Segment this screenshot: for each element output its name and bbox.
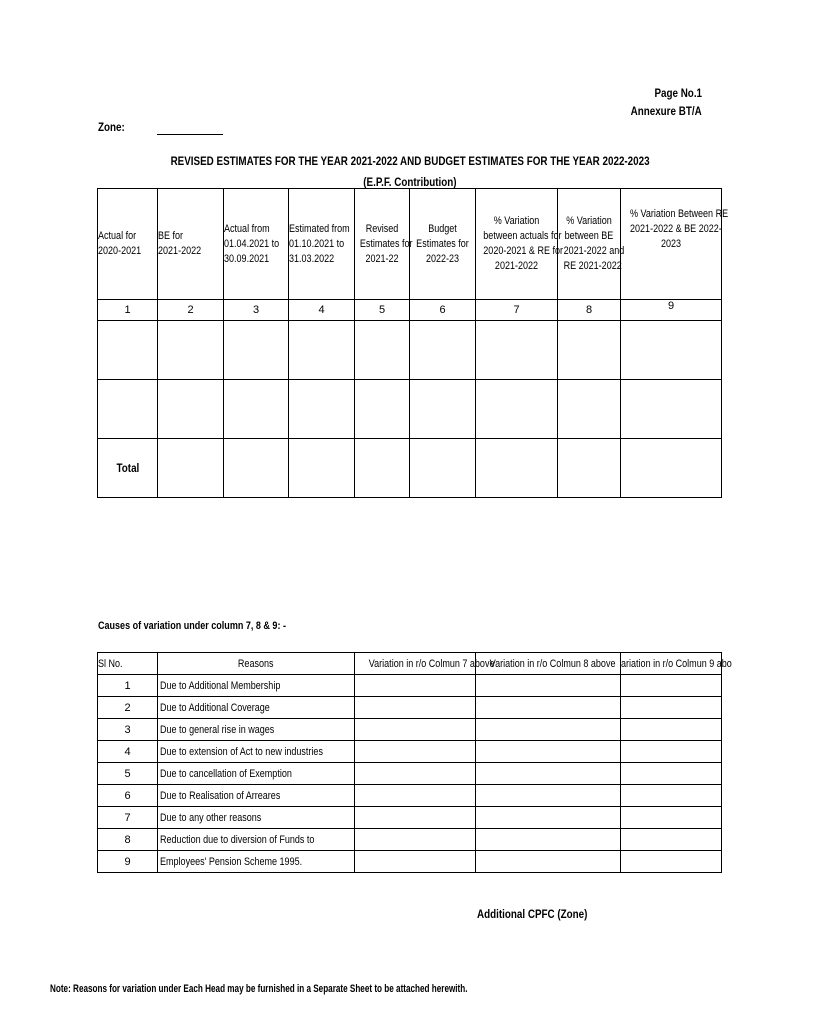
- signature-designation: Additional CPFC (Zone): [477, 907, 588, 921]
- cause-reason: Employees' Pension Scheme 1995.: [158, 851, 355, 873]
- entry-cell: [289, 439, 355, 498]
- entry-cell: [224, 321, 289, 380]
- col-header-variation-actuals-re: [476, 189, 564, 300]
- variation-col8-header: Variation in r/o Colmun 8 above: [476, 653, 621, 675]
- cause-cell: [355, 829, 476, 851]
- cause-sl: 8: [98, 829, 158, 851]
- cause-reason: Due to general rise in wages: [158, 719, 355, 741]
- cause-cell: [476, 829, 621, 851]
- entry-cell: [621, 321, 722, 380]
- cause-reason: Reduction due to diversion of Funds to: [158, 829, 355, 851]
- col-header-estimated-oct-mar: [289, 189, 355, 300]
- entry-cell: [410, 439, 476, 498]
- header-text-line: Estimated from: [289, 222, 350, 235]
- entry-cell: [158, 380, 224, 439]
- zone-blank-line: [157, 134, 223, 135]
- cause-cell: [355, 675, 476, 697]
- cause-sl: 6: [98, 785, 158, 807]
- header-text-line: 2022-23: [425, 252, 460, 265]
- header-text-line: 2021-2022 & BE 2022-: [630, 223, 722, 235]
- header-text-line: Actual for: [98, 230, 137, 242]
- header-text-line: 2021-2022: [494, 260, 539, 272]
- cause-cell: [621, 675, 722, 697]
- cause-cell: [355, 785, 476, 807]
- header-text-line: between BE: [564, 230, 614, 242]
- cause-cell: [476, 785, 621, 807]
- entry-cell: [558, 380, 621, 439]
- cause-cell: [621, 807, 722, 829]
- cause-cell: [476, 719, 621, 741]
- cause-reason: Due to Additional Coverage: [158, 697, 355, 719]
- col-header-budget-estimates: [410, 189, 476, 300]
- col-number: 7: [476, 300, 558, 321]
- entry-cell: [476, 439, 558, 498]
- header-text-line: % Variation: [566, 215, 612, 227]
- header-text-line: 30.09.2021: [224, 252, 270, 265]
- sl-no-header: Sl No.: [98, 653, 158, 675]
- page-number: Page No.1: [654, 86, 702, 100]
- cause-cell: [476, 697, 621, 719]
- cause-cell: [621, 829, 722, 851]
- cause-cell: [621, 741, 722, 763]
- cause-cell: [621, 851, 722, 873]
- col-number: 1: [98, 300, 158, 321]
- footer-note: Note: Reasons for variation under Each Head may be furnished in a Separate Sheet to be attached herewith.: [50, 983, 468, 995]
- cause-cell: [476, 763, 621, 785]
- entry-cell: [98, 321, 158, 380]
- causes-table: [97, 652, 732, 873]
- entry-cell: [355, 380, 410, 439]
- header-text-line: 31.03.2022: [289, 252, 335, 265]
- cause-cell: [355, 807, 476, 829]
- entry-cell: [558, 439, 621, 498]
- header-text-line: % Variation Between RE: [630, 208, 729, 220]
- cause-cell: [476, 807, 621, 829]
- entry-cell: [355, 439, 410, 498]
- cause-sl: 7: [98, 807, 158, 829]
- col-number: 5: [355, 300, 410, 321]
- annexure-label: Annexure BT/A: [630, 104, 702, 118]
- cause-row: [98, 697, 722, 719]
- col-number: 2: [158, 300, 224, 321]
- cause-reason: Due to cancellation of Exemption: [158, 763, 355, 785]
- cause-cell: [355, 719, 476, 741]
- zone-label: Zone:: [98, 120, 125, 134]
- cause-row: [98, 851, 722, 873]
- col-header-variation-be-re: [558, 189, 625, 300]
- cause-row: [98, 719, 722, 741]
- cause-row: [98, 829, 722, 851]
- header-text-line: 2021-2022: [158, 245, 202, 257]
- blank-entry-row: [98, 380, 722, 439]
- cause-reason: Due to extension of Act to new industries: [158, 741, 355, 763]
- variation-col9-header: ariation in r/o Colmun 9 abo: [621, 653, 722, 675]
- estimates-header-row: [98, 189, 722, 300]
- cause-cell: [621, 719, 722, 741]
- cause-cell: [621, 785, 722, 807]
- cause-cell: [476, 675, 621, 697]
- entry-cell: [621, 439, 722, 498]
- col-number: 6: [410, 300, 476, 321]
- cause-row: [98, 785, 722, 807]
- header-text-line: 01.04.2021 to: [224, 237, 280, 250]
- entry-cell: [558, 321, 621, 380]
- cause-sl: 5: [98, 763, 158, 785]
- estimates-table: [97, 188, 729, 498]
- col-number: 3: [224, 300, 289, 321]
- header-text-line: Estimates for: [416, 237, 469, 250]
- entry-cell: [224, 439, 289, 498]
- cause-sl: 9: [98, 851, 158, 873]
- col-number: 9: [621, 300, 722, 321]
- entry-cell: [476, 321, 558, 380]
- header-text-line: Revised: [365, 222, 399, 235]
- entry-cell: [158, 321, 224, 380]
- cause-row: [98, 763, 722, 785]
- reasons-header: Reasons: [158, 653, 355, 675]
- col-header-actual-2020: [98, 189, 158, 300]
- column-number-row: [98, 300, 722, 321]
- cause-cell: [476, 741, 621, 763]
- header-text-line: 2021-22: [365, 252, 399, 265]
- col-header-be-2021: [158, 189, 224, 300]
- blank-entry-row: [98, 321, 722, 380]
- cause-row: [98, 675, 722, 697]
- cause-cell: [621, 763, 722, 785]
- entry-cell: [355, 321, 410, 380]
- report-subtitle: (E.P.F. Contribution): [363, 175, 457, 189]
- header-text-line: 2020-2021: [98, 245, 142, 257]
- causes-heading: Causes of variation under column 7, 8 & 9: -: [98, 620, 286, 632]
- cause-row: [98, 807, 722, 829]
- header-text-line: RE 2021-2022: [563, 260, 622, 272]
- header-text-line: BE for: [158, 230, 184, 242]
- header-text-line: % Variation: [493, 215, 540, 227]
- header-text-line: 2023: [660, 238, 682, 250]
- cause-sl: 4: [98, 741, 158, 763]
- cause-sl: 1: [98, 675, 158, 697]
- entry-cell: [621, 380, 722, 439]
- report-title: REVISED ESTIMATES FOR THE YEAR 2021-2022 AND BUDGET ESTIMATES FOR THE YEAR 2022-2023: [170, 154, 650, 168]
- entry-cell: [289, 321, 355, 380]
- entry-cell: [476, 380, 558, 439]
- cause-reason: Due to Additional Membership: [158, 675, 355, 697]
- total-label: Total: [98, 439, 158, 498]
- header-text-line: Estimates for: [359, 237, 413, 250]
- cause-sl: 2: [98, 697, 158, 719]
- causes-header-row: [98, 653, 722, 675]
- entry-cell: [224, 380, 289, 439]
- col-header-revised-estimates: [355, 189, 413, 300]
- cause-reason: Due to any other reasons: [158, 807, 355, 829]
- cause-cell: [355, 851, 476, 873]
- col-number: 4: [289, 300, 355, 321]
- total-row: [98, 439, 722, 498]
- cause-cell: [355, 763, 476, 785]
- cause-sl: 3: [98, 719, 158, 741]
- entry-cell: [98, 380, 158, 439]
- entry-cell: [410, 321, 476, 380]
- cause-cell: [621, 697, 722, 719]
- header-text-line: Actual from: [224, 222, 270, 235]
- cause-cell: [355, 741, 476, 763]
- header-text-line: 01.10.2021 to: [289, 237, 345, 250]
- col-header-variation-re-be: [621, 189, 729, 300]
- col-header-actual-apr-sep: [224, 189, 289, 300]
- header-text-line: 2021-2022 and: [563, 245, 625, 257]
- header-text-line: Budget: [428, 222, 457, 235]
- entry-cell: [289, 380, 355, 439]
- header-text-line: 2020-2021 & RE for: [483, 245, 564, 257]
- col-number: 8: [558, 300, 621, 321]
- cause-reason: Due to Realisation of Arreares: [158, 785, 355, 807]
- cause-cell: [355, 697, 476, 719]
- entry-cell: [158, 439, 224, 498]
- variation-col7-header: Variation in r/o Colmun 7 above: [355, 653, 476, 675]
- cause-cell: [476, 851, 621, 873]
- entry-cell: [410, 380, 476, 439]
- cause-row: [98, 741, 722, 763]
- header-text-line: between actuals for: [483, 230, 562, 242]
